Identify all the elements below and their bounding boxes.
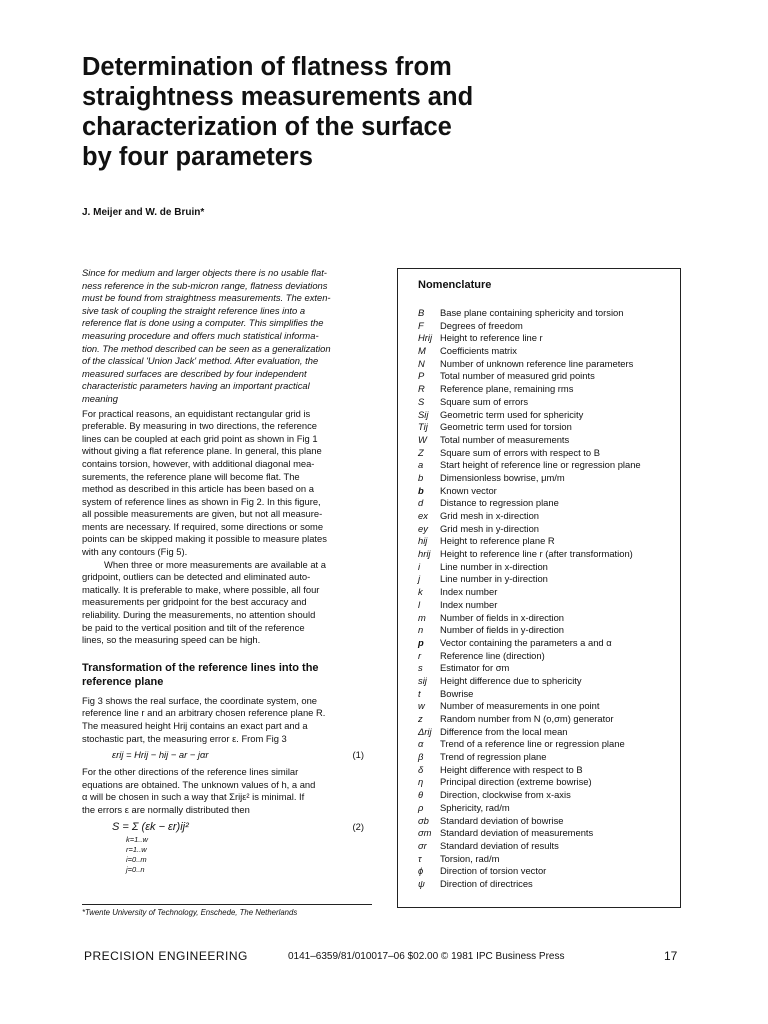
nomenclature-symbol: N [418,357,425,369]
nomenclature-row [418,548,680,561]
nomenclature-symbol: Δrij [418,725,432,737]
equation-number: (1) [352,749,364,761]
nomenclature-row [418,764,680,777]
body-paragraph [82,559,372,647]
limit: r=1..w [126,844,147,854]
nomenclature-symbol: θ [418,789,424,801]
nomenclature-description: Number of fields in x-direction [440,611,565,623]
authors: J. Meijer and W. de Bruin* [82,207,205,218]
heading-line: Transformation of the reference lines into the [82,661,319,674]
nomenclature-row [418,497,680,510]
text-line: Fig 3 shows the real surface, the coordinate system, one [82,694,318,706]
nomenclature-symbol: W [418,433,427,445]
nomenclature-symbol: τ [418,852,422,864]
text-line: measurements per gridpoint for the best accuracy and [82,596,307,608]
nomenclature-row [418,713,680,726]
nomenclature-symbol: Tij [418,421,428,433]
nomenclature-row [418,383,680,396]
nomenclature-row [418,612,680,625]
nomenclature-symbol: F [418,319,424,331]
nomenclature-row [418,472,680,485]
nomenclature-box [397,268,681,908]
nomenclature-symbol: i [418,560,421,572]
nomenclature-description: Reference line (direction) [440,649,545,661]
journal-name: PRECISION ENGINEERING [84,949,248,963]
nomenclature-symbol: ex [418,510,428,521]
text-line: For practical reasons, an equidistant rectangular grid is [82,407,311,419]
nomenclature-row [418,827,680,840]
body-paragraph [82,695,372,745]
text-line: be paid to the vertical position and tilt of the reference [82,621,305,633]
section-heading [82,661,372,689]
nomenclature-row [418,510,680,523]
nomenclature-description: Square sum of errors with respect to B [440,446,600,458]
nomenclature-row [418,751,680,764]
nomenclature-symbol: t [418,687,421,699]
nomenclature-row [418,307,680,320]
abstract-line: measured surfaces are described by four independent [82,367,307,379]
nomenclature-row [418,700,680,713]
abstract-line: must be found from straightness measurements. The exten- [82,292,331,304]
nomenclature-symbol: β [418,751,424,763]
nomenclature-description: Direction of torsion vector [440,865,547,877]
nomenclature-symbol: hrij [418,548,431,560]
nomenclature-description: Difference from the local mean [440,725,568,737]
nomenclature-row [418,675,680,688]
text-line: surements, the reference plane will become flat. The [82,470,300,482]
nomenclature-symbol: Hrij [418,332,433,344]
nomenclature-row [418,523,680,536]
nomenclature-row [418,726,680,739]
nomenclature-symbol: P [418,370,425,382]
nomenclature-symbol: B [418,307,425,318]
nomenclature-description: Geometric term used for sphericity [440,408,584,420]
nomenclature-description: Square sum of errors [440,395,529,407]
publication-code: 0141–6359/81/010017–06 $02.00 © 1981 IPC Business Press [288,951,565,962]
title-line: straightness measurements and [82,83,474,111]
abstract-line: meaning [82,392,118,404]
nomenclature-symbol: l [418,598,421,610]
nomenclature-description: Direction of directrices [440,877,533,889]
nomenclature-symbol: m [418,611,426,623]
nomenclature-row [418,434,680,447]
nomenclature-symbol: ρ [418,801,424,813]
nomenclature-symbol: s [418,662,423,674]
nomenclature-description: Total number of measured grid points [440,370,595,382]
nomenclature-symbol: σb [418,814,429,826]
nomenclature-row [418,599,680,612]
nomenclature-symbol: sij [418,674,427,686]
nomenclature-row [418,447,680,460]
nomenclature-symbol: ϕ [418,865,424,877]
text-line: When three or more measurements are available at a [104,558,326,570]
text-line: gridpoint, outliers can be detected and eliminated auto- [82,571,311,583]
nomenclature-description: Index number [440,586,498,598]
nomenclature-description: Estimator for σm [440,662,510,674]
abstract-line: characteristic parameters having an important practical [82,380,310,392]
nomenclature-row [418,789,680,802]
footnote-rule [82,904,372,905]
text-line: the errors ε are normally distributed then [82,803,250,815]
nomenclature-symbol: ψ [418,877,425,889]
nomenclature-description: Torsion, rad/m [440,852,500,864]
nomenclature-symbol: r [418,649,422,661]
text-line: without giving a flat reference plane. In general, this plane [82,445,322,457]
nomenclature-description: Number of unknown reference line parameters [440,357,634,369]
nomenclature-symbol: σm [418,827,432,839]
text-line: The measured height Hrij contains an exact part and a [82,720,308,731]
text-line: reliability. During the measurements, no attention should [82,609,316,621]
nomenclature-description: Direction, clockwise from x-axis [440,789,571,801]
nomenclature-description: Standard deviation of bowrise [440,814,564,826]
nomenclature-row [418,637,680,650]
body-paragraph [82,408,372,559]
text-line: points can be skipped making it possible to measure plates [82,533,327,545]
nomenclature-symbol: δ [418,763,424,775]
text-line: method as described in this article has been based on a [82,483,314,495]
equation-text: εrij = Hrij − hij − ar − jαr [112,749,209,761]
nomenclature-symbol: d [418,497,424,509]
nomenclature-symbol: S [418,395,425,407]
abstract [82,267,372,406]
title-line: Determination of flatness from [82,53,452,81]
nomenclature-symbol: k [418,586,423,598]
title-line: by four parameters [82,143,313,171]
equation-number: (2) [352,820,364,832]
nomenclature-row [418,688,680,701]
nomenclature-description: Dimensionless bowrise, μm/m [440,471,565,483]
abstract-line: Since for medium and larger objects there is no usable flat- [82,267,327,278]
limit: j=0..n [126,864,145,874]
nomenclature-row [418,624,680,637]
nomenclature-symbol: R [418,383,425,395]
nomenclature-description: Index number [440,598,498,610]
text-line: all possible measurements are given, but not all measure- [82,508,323,520]
limit: k=1..w [126,834,148,844]
nomenclature-row [418,650,680,663]
article-title [82,52,602,172]
nomenclature-row [418,459,680,472]
nomenclature-row [418,776,680,789]
nomenclature-row [418,802,680,815]
nomenclature-description: Random number from N (o,σm) generator [440,713,614,724]
nomenclature-symbol: p [418,636,424,648]
abstract-line: ness reference in the sub-micron range, flatness deviations [82,279,328,291]
text-line: matically. It is preferable to make, where possible, all four [82,583,320,595]
nomenclature-symbol: n [418,624,424,636]
abstract-line: reference flat is done using a computer. This simplifies the [82,317,324,329]
nomenclature-symbol: b [418,484,424,496]
page-number: 17 [664,949,678,963]
limit: i=0..m [126,854,147,864]
text-line: stochastic part, the measuring error ε. From Fig 3 [82,732,287,744]
text-line: lines can be coupled at each grid point as shown in Fig 1 [82,432,318,444]
text-line: preferable. By measuring in two directions, the reference [82,420,318,432]
nomenclature-description: Trend of a reference line or regression plane [440,738,625,750]
nomenclature-description: Trend of regression plane [440,751,547,763]
text-line: ments are necessary. If required, some directions or some [82,520,324,532]
nomenclature-description: Height difference with respect to B [440,763,583,775]
nomenclature-row [418,738,680,751]
nomenclature-description: Coefficients matrix [440,345,517,357]
abstract-line: tion. The method described can be seen as a generalization [82,342,331,354]
nomenclature-description: Number of measurements in one point [440,700,600,712]
nomenclature-row [418,815,680,828]
nomenclature-description: Grid mesh in x-direction [440,510,539,521]
text-line: α will be chosen in such a way that Σrijε² is minimal. If [82,791,305,803]
text-line: reference line r and an arbitrary chosen reference plane R. [82,707,326,719]
nomenclature-description: Total number of measurements [440,433,570,445]
footnote: *Twente University of Technology, Enschede, The Netherlands [82,908,298,917]
text-line: equations are obtained. The unknown values of h, a and [82,778,316,790]
nomenclature-symbol: α [418,738,424,750]
abstract-line: sive task of coupling the straight reference lines into a [82,304,306,316]
nomenclature-description: Height to reference line r (after transformation) [440,548,633,560]
nomenclature-list [418,307,680,891]
nomenclature-description: Known vector [440,484,497,496]
nomenclature-description: Reference plane, remaining rms [440,383,574,395]
nomenclature-row [418,535,680,548]
nomenclature-description: Vector containing the parameters a and α [440,636,612,648]
nomenclature-row [418,358,680,371]
text-line: system of reference lines as shown in Fig 2. In this figure, [82,495,321,507]
title-line: characterization of the surface [82,113,452,141]
nomenclature-description: Line number in y-direction [440,573,548,585]
nomenclature-symbol: w [418,700,425,712]
nomenclature-symbol: hij [418,535,428,547]
nomenclature-description: Distance to regression plane [440,497,559,509]
nomenclature-description: Grid mesh in y-direction [440,522,539,534]
nomenclature-symbol: Sij [418,408,429,420]
nomenclature-title: Nomenclature [418,279,492,291]
nomenclature-symbol: Z [418,446,424,458]
equation-2 [82,821,372,883]
nomenclature-description: Standard deviation of results [440,839,559,851]
nomenclature-row [418,421,680,434]
nomenclature-description: Geometric term used for torsion [440,421,572,433]
text-line: For the other directions of the reference lines similar [82,766,299,778]
nomenclature-description: Height difference due to sphericity [440,674,582,686]
abstract-line: of the classical 'Union Jack' method. After evaluation, the [82,355,319,367]
nomenclature-description: Height to reference plane R [440,535,555,547]
nomenclature-description: Line number in x-direction [440,560,548,572]
nomenclature-row [418,865,680,878]
nomenclature-description: Sphericity, rad/m [440,801,510,813]
nomenclature-description: Height to reference line r [440,332,543,344]
nomenclature-symbol: j [418,573,421,585]
nomenclature-description: Start height of reference line or regression plane [440,459,641,471]
nomenclature-row [418,485,680,498]
equation-text: S = Σ (εk − εr)ij² [112,820,189,833]
left-column [82,267,372,883]
nomenclature-description: Standard deviation of measurements [440,827,594,839]
body-paragraph [82,766,372,816]
nomenclature-row [418,878,680,891]
nomenclature-row [418,320,680,333]
nomenclature-description: Principal direction (extreme bowrise) [440,776,592,788]
nomenclature-symbol: a [418,459,424,471]
summation-limits [126,835,148,875]
text-line: contains torsion, however, with additional diagonal mea- [82,457,315,469]
nomenclature-description: Degrees of freedom [440,319,523,331]
nomenclature-row [418,853,680,866]
nomenclature-row [418,840,680,853]
nomenclature-row [418,396,680,409]
text-line: with any contours (Fig 5). [82,546,188,558]
nomenclature-description: Base plane containing sphericity and torsion [440,307,624,318]
nomenclature-row [418,370,680,383]
nomenclature-symbol: z [418,713,423,724]
nomenclature-symbol: σr [418,839,427,851]
equation-1 [82,747,372,764]
nomenclature-row [418,409,680,422]
nomenclature-row [418,345,680,358]
nomenclature-row [418,662,680,675]
text-line: lines, so the measuring speed can be high. [82,634,261,646]
nomenclature-row [418,573,680,586]
nomenclature-row [418,561,680,574]
nomenclature-symbol: b [418,471,424,483]
nomenclature-symbol: M [418,345,426,357]
nomenclature-description: Bowrise [440,687,474,699]
nomenclature-description: Number of fields in y-direction [440,624,565,636]
abstract-line: measuring procedure and offers much statistical informa- [82,329,319,341]
nomenclature-row [418,586,680,599]
nomenclature-row [418,332,680,345]
nomenclature-symbol: η [418,776,424,788]
heading-line: reference plane [82,675,164,688]
nomenclature-symbol: ey [418,522,428,534]
